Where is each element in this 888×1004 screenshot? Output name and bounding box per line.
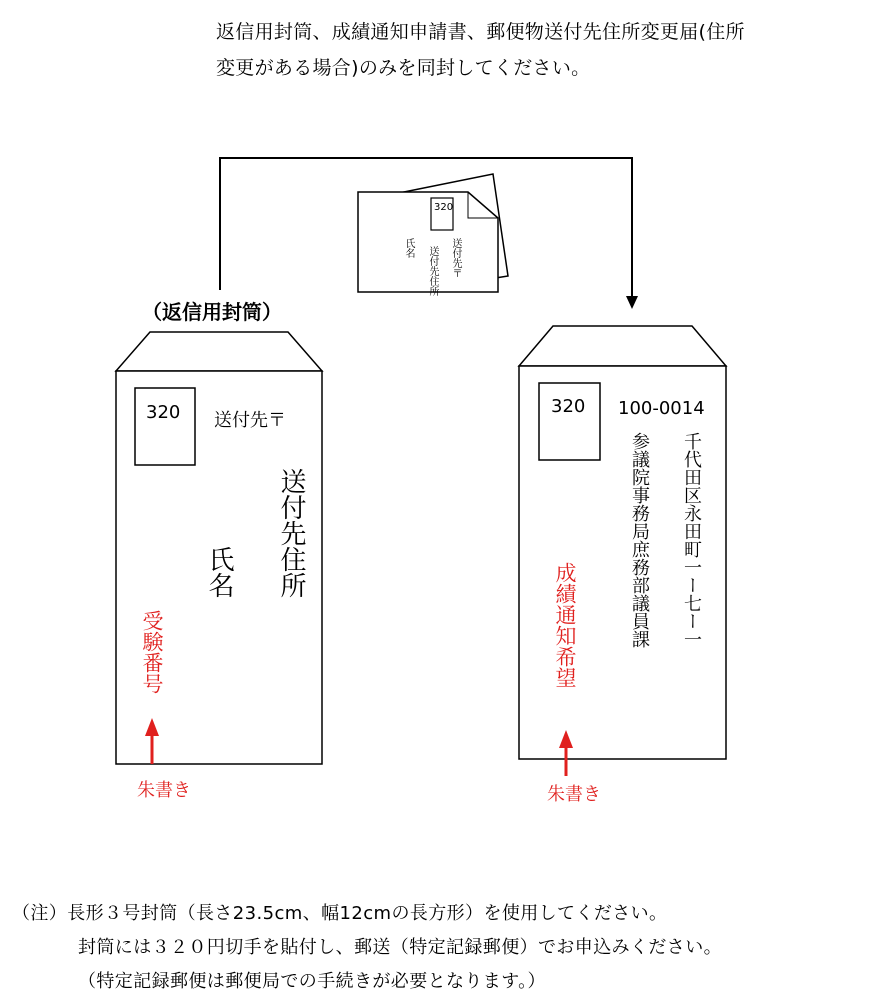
send-envelope-request: 成績通知希望	[553, 562, 577, 688]
note-line-3: （特定記録郵便は郵便局での手続きが必要となります。）	[78, 971, 546, 992]
send-envelope-flap	[519, 326, 726, 366]
note-line-2: 封筒には３２０円切手を貼付し、郵送（特定記録郵便）でお申込みください。	[78, 937, 722, 958]
send-envelope-recipient: 参議院事務局庶務部議員課	[629, 432, 650, 648]
small-envelope-stamp-label: 320	[434, 202, 454, 213]
small-envelope-name: 氏名	[403, 238, 414, 258]
return-envelope-name: 氏名	[204, 546, 234, 598]
intro-line-1: 返信用封筒、成績通知申請書、郵便物送付先住所変更届(住所	[216, 21, 745, 43]
send-envelope-stamp-box	[539, 383, 600, 460]
send-envelope-postal-code: 100-0014	[618, 398, 705, 419]
flow-arrowhead	[626, 296, 638, 309]
note-line-1: （注）長形３号封筒（長さ23.5cm、幅12cmの長方形）を使用してください。	[12, 903, 668, 924]
small-envelope-postal: 送付先〒	[450, 238, 461, 278]
send-envelope-red-note: 朱書き	[547, 784, 601, 805]
return-envelope-stamp-label: 320	[146, 402, 181, 423]
return-envelope-heading: （返信用封筒）	[142, 300, 282, 324]
return-envelope-exam-number: 受験番号	[140, 610, 164, 694]
send-envelope-address: 千代田区永田町一ー七ー一	[681, 432, 702, 648]
send-envelope-stamp-label: 320	[551, 396, 586, 417]
return-envelope-red-note: 朱書き	[137, 780, 191, 801]
return-envelope-address: 送付先住所	[276, 468, 306, 598]
small-envelope-address: 送付先住所	[427, 246, 438, 296]
return-envelope-flap	[116, 332, 322, 371]
intro-line-2: 変更がある場合)のみを同封してください。	[216, 57, 591, 79]
return-envelope-postal-mark: 送付先〒	[214, 410, 286, 431]
return-envelope-stamp-box	[135, 388, 195, 465]
